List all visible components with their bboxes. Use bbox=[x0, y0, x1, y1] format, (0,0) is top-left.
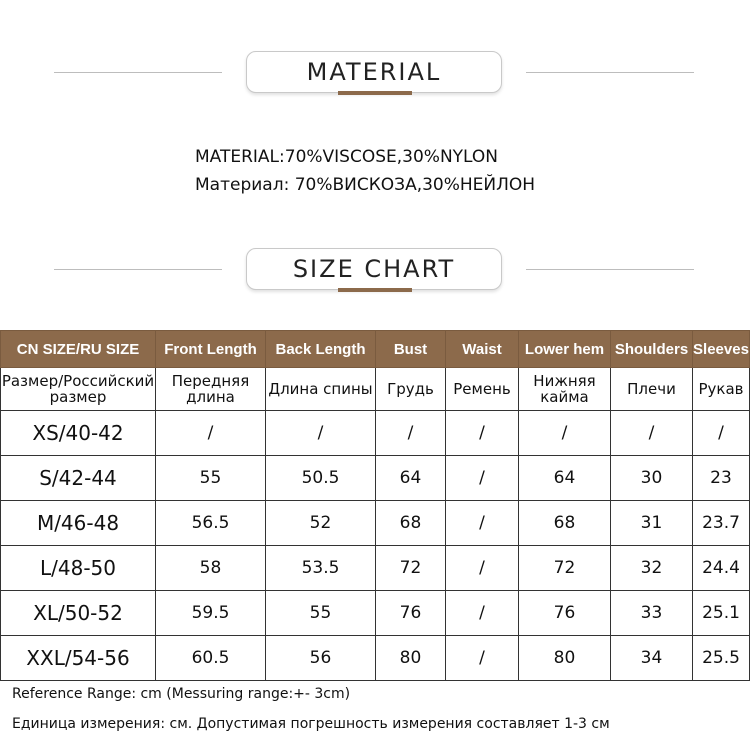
table-cell: / bbox=[446, 546, 519, 591]
table-cell: / bbox=[446, 636, 519, 681]
size-chart-table bbox=[0, 330, 750, 681]
header-row-en bbox=[1, 331, 750, 368]
table-row bbox=[1, 546, 750, 591]
table-cell: 25.5 bbox=[693, 636, 750, 681]
table-cell: XL/50-52 bbox=[1, 591, 156, 636]
table-cell: 55 bbox=[156, 456, 266, 501]
table-cell: 80 bbox=[519, 636, 611, 681]
header-ru-shoulders: Плечи bbox=[611, 368, 693, 411]
table-cell: / bbox=[519, 411, 611, 456]
header-lower-hem: Lower hem bbox=[519, 331, 611, 368]
table-cell: S/42-44 bbox=[1, 456, 156, 501]
table-cell: 80 bbox=[376, 636, 446, 681]
table-cell: / bbox=[446, 591, 519, 636]
table-cell: 23 bbox=[693, 456, 750, 501]
table-cell: 25.1 bbox=[693, 591, 750, 636]
header-ru-size: Размер/Российский размер bbox=[1, 368, 156, 411]
header-ru-front-length: Передняя длина bbox=[156, 368, 266, 411]
table-cell: 72 bbox=[376, 546, 446, 591]
table-cell: / bbox=[376, 411, 446, 456]
table-cell: 68 bbox=[519, 501, 611, 546]
table-row bbox=[1, 456, 750, 501]
table-cell: 58 bbox=[156, 546, 266, 591]
header-ru-waist: Ремень bbox=[446, 368, 519, 411]
table-cell: 64 bbox=[376, 456, 446, 501]
table-cell: 72 bbox=[519, 546, 611, 591]
table-cell: 30 bbox=[611, 456, 693, 501]
reference-range-en: Reference Range: cm (Messuring range:+- 3cm) bbox=[12, 686, 351, 702]
header-ru-lower-hem: Нижняя кайма bbox=[519, 368, 611, 411]
table-cell: 53.5 bbox=[266, 546, 376, 591]
table-cell: / bbox=[156, 411, 266, 456]
table-cell: 24.4 bbox=[693, 546, 750, 591]
table-cell: 23.7 bbox=[693, 501, 750, 546]
header-row-ru bbox=[1, 368, 750, 411]
size-chart-heading bbox=[246, 248, 502, 290]
table-cell: 56 bbox=[266, 636, 376, 681]
table-row bbox=[1, 411, 750, 456]
table-cell: / bbox=[446, 411, 519, 456]
material-heading bbox=[246, 51, 502, 93]
material-heading-label: MATERIAL bbox=[306, 58, 442, 86]
header-shoulders: Shoulders bbox=[611, 331, 693, 368]
material-line-ru: Материал: 70%ВИСКОЗА,30%НЕЙЛОН bbox=[195, 175, 536, 195]
table-cell: 60.5 bbox=[156, 636, 266, 681]
header-bust: Bust bbox=[376, 331, 446, 368]
header-ru-bust: Грудь bbox=[376, 368, 446, 411]
table-cell: / bbox=[611, 411, 693, 456]
size-chart-heading-label: SIZE CHART bbox=[292, 255, 456, 283]
table-cell: 55 bbox=[266, 591, 376, 636]
table-cell: 31 bbox=[611, 501, 693, 546]
table-row bbox=[1, 636, 750, 681]
table-row bbox=[1, 591, 750, 636]
table-cell: / bbox=[446, 456, 519, 501]
table-cell: M/46-48 bbox=[1, 501, 156, 546]
table-cell: 33 bbox=[611, 591, 693, 636]
table-cell: 50.5 bbox=[266, 456, 376, 501]
table-cell: 34 bbox=[611, 636, 693, 681]
table-cell: / bbox=[266, 411, 376, 456]
header-size: CN SIZE/RU SIZE bbox=[1, 331, 156, 368]
divider-right-size bbox=[526, 269, 694, 270]
table-cell: 64 bbox=[519, 456, 611, 501]
table-row bbox=[1, 501, 750, 546]
size-chart-heading-underline bbox=[338, 288, 412, 292]
header-sleeves: Sleeves bbox=[693, 331, 750, 368]
table-cell: / bbox=[446, 501, 519, 546]
table-cell: XXL/54-56 bbox=[1, 636, 156, 681]
table-cell: 76 bbox=[519, 591, 611, 636]
table-cell: 32 bbox=[611, 546, 693, 591]
table-cell: / bbox=[693, 411, 750, 456]
table-cell: 56.5 bbox=[156, 501, 266, 546]
table-cell: 68 bbox=[376, 501, 446, 546]
reference-range-ru: Единица измерения: см. Допустимая погрешность измерения составляет 1-3 см bbox=[12, 716, 610, 732]
table-cell: 52 bbox=[266, 501, 376, 546]
header-back-length: Back Length bbox=[266, 331, 376, 368]
table-cell: L/48-50 bbox=[1, 546, 156, 591]
header-ru-sleeves: Рукав bbox=[693, 368, 750, 411]
table-cell: XS/40-42 bbox=[1, 411, 156, 456]
material-heading-underline bbox=[338, 91, 412, 95]
header-front-length: Front Length bbox=[156, 331, 266, 368]
divider-right-material bbox=[526, 72, 694, 73]
material-line-en: MATERIAL:70%VISCOSE,30%NYLON bbox=[195, 147, 499, 167]
header-ru-back-length: Длина спины bbox=[266, 368, 376, 411]
divider-left-size bbox=[54, 269, 222, 270]
table-cell: 76 bbox=[376, 591, 446, 636]
table-cell: 59.5 bbox=[156, 591, 266, 636]
divider-left-material bbox=[54, 72, 222, 73]
header-waist: Waist bbox=[446, 331, 519, 368]
